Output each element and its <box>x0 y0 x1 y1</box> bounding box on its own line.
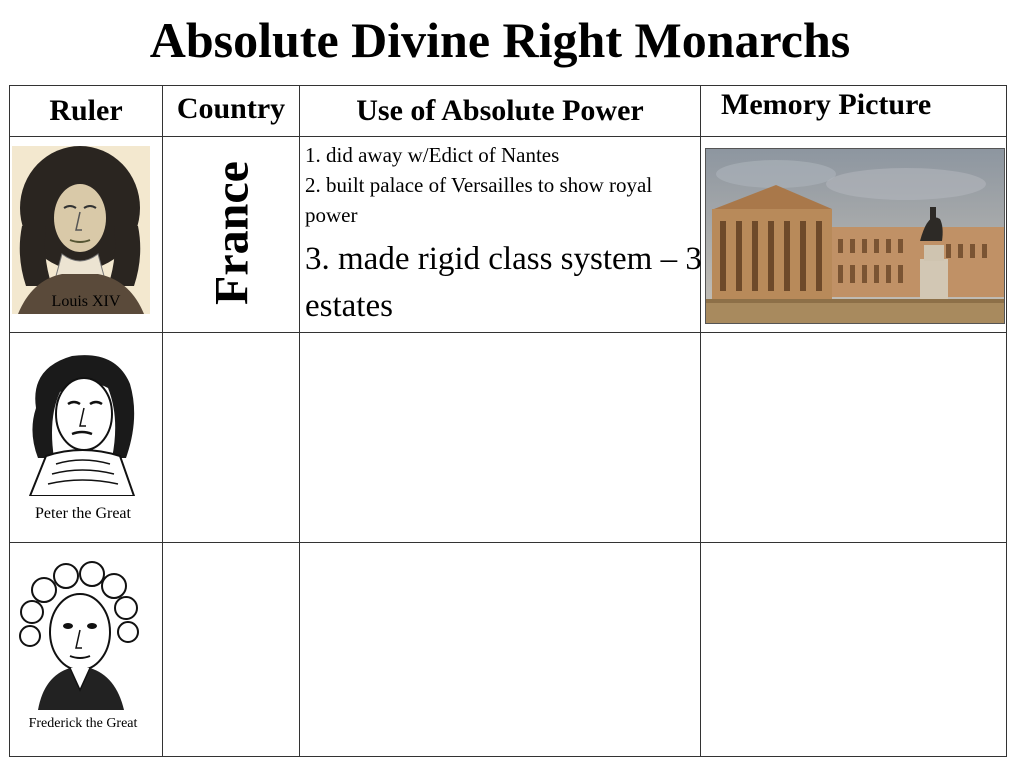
header-country: Country <box>176 92 286 125</box>
frederick-the-great-portrait <box>14 560 144 710</box>
page-title: Absolute Divine Right Monarchs <box>149 12 851 68</box>
row-divider <box>10 542 1006 543</box>
power-cell <box>305 140 705 330</box>
country-cell <box>162 138 302 328</box>
country-name: France <box>205 161 259 305</box>
power-item: 1. did away w/Edict of Nantes <box>305 143 560 167</box>
versailles-picture <box>705 148 1005 324</box>
header-power: Use of Absolute Power <box>356 94 644 127</box>
power-item-large: 3. made rigid class system – 3 estates <box>305 241 702 324</box>
header-memory: Memory Picture <box>721 88 932 121</box>
louis-xiv-portrait <box>12 146 150 314</box>
monarch-table <box>9 85 1007 757</box>
power-item: 2. built palace of Versailles to show royal power <box>305 173 653 227</box>
row-divider <box>10 332 1006 333</box>
ruler-name: Louis XIV <box>51 293 121 310</box>
header-ruler: Ruler <box>49 94 123 127</box>
peter-the-great-portrait <box>16 348 148 496</box>
row-divider <box>10 136 1006 137</box>
ruler-name: Peter the Great <box>35 505 131 522</box>
ruler-name: Frederick the Great <box>28 716 138 731</box>
